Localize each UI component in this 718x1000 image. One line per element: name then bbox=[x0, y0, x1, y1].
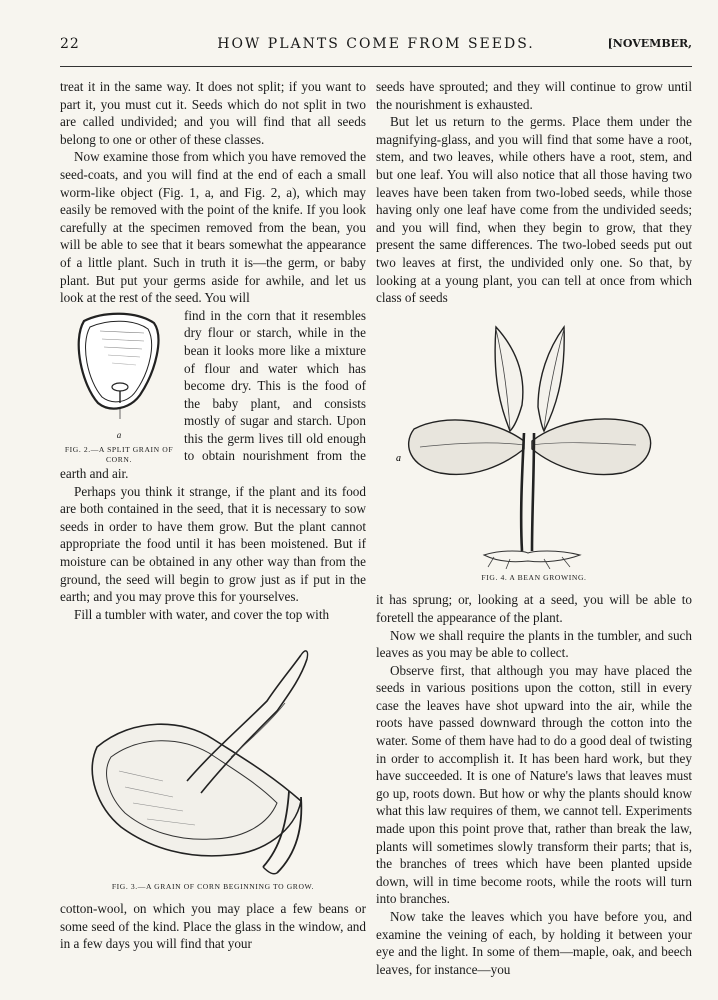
right-column bbox=[376, 78, 692, 978]
paragraph: seeds have sprouted; and they will continue to grow until the nourishment is exhausted. bbox=[376, 79, 692, 112]
paragraph: Observe first, that although you may have placed the seeds in various positions upon the cotton, still in every case the leaves have shot upward into the air, while the roots have passed downward through the cotton into the water. Some of them have had to do a good deal of twisting in order to accomplish it. It has been hard work, but they have succeeded. It is one of Nature's laws that leaves must go up, roots down. But how or why the plants should know what this law requires of them, we cannot tell. Experiments made upon this point prove that, rather than break the law, plants will sometimes slowly transform their parts; that is, the branches of trees which have been planted upside down, will in time become roots, while the roots will turn into branches. bbox=[376, 662, 692, 907]
figure-2-illustration bbox=[74, 309, 164, 427]
figure-2-label: a bbox=[116, 430, 122, 441]
paragraph bbox=[60, 148, 366, 306]
left-column bbox=[60, 78, 366, 953]
paragraph: Now take the leaves which you have before you, and examine the veining of each, by holding it between your eye and the light. In some of them—maple, oak, and beech leaves, for instance—you bbox=[376, 909, 692, 977]
figure-2 bbox=[60, 309, 178, 465]
figure-4-label: a bbox=[396, 452, 401, 464]
figure-4-illustration bbox=[384, 315, 684, 569]
figure-3-caption: FIG. 3.—A GRAIN OF CORN BEGINNING TO GROW. bbox=[111, 882, 315, 891]
paragraph-text: Now examine those from which you have removed the seed-coats, and you will find at the end of each a small worm-like object (Fig. 1, a, and Fig. 2, a), which may easily be removed with the point of the knife. If you look carefully at the specimen removed from the bean, you will be able to see that it bears somewhat the appearance of a little plant. Such in truth it is—the germ, or baby plant. But put your germs aside for awhile, and let us look at the rest of the seed. You will bbox=[60, 149, 366, 306]
page-number: 22 bbox=[60, 36, 80, 52]
paragraph: Now we shall require the plants in the tumbler, and such leaves as you may be able to collect. bbox=[376, 627, 692, 661]
header-rule bbox=[60, 66, 692, 67]
figure-3 bbox=[60, 631, 366, 892]
figure-4-caption: FIG. 4. A BEAN GROWING. bbox=[481, 573, 587, 583]
paragraph: But let us return to the germs. Place them under the magnifying-glass, and you will find that some have a root, stem, and two leaves, while others have a root, stem, and but one leaf. You will also notice that all those having two leaves have been taken from two-lobed seeds, while those having only one leaf have come from the undivided seeds; and you will find, when they begin to grow, that they present the same differences. The two-lobed seeds put out two leaves at first, the undivided only one. So that, by looking at a young plant, you can tell at once from which class of seeds bbox=[376, 114, 692, 306]
paragraph: Fill a tumbler with water, and cover the top with bbox=[74, 606, 330, 622]
paragraph: it has sprung; or, looking at a seed, you will be able to foretell the appearance of the plant. bbox=[376, 592, 692, 625]
figure-2-caption: FIG. 2.—A SPLIT GRAIN OF CORN. bbox=[64, 444, 174, 464]
running-title: HOW PLANTS COME FROM SEEDS. bbox=[217, 36, 535, 52]
figure-4 bbox=[376, 315, 692, 584]
paragraph: find in the corn that it resembles dry flour or starch, while in the bean it looks more like a mixture of flour and water which has become dry. This is the food of the baby plant, and consists mostly of sugar and starch. Upon this the germ lives till old enough to obtain nourishment from the earth and air. bbox=[60, 307, 366, 482]
running-header bbox=[60, 36, 692, 58]
paragraph: Perhaps you think it strange, if the plant and its food are both contained in the seed, that it is necessary to sow seeds in order to have them grow. But the plant cannot appropriate the food until it has been moistened. But if moisture can be obtained in any other way than from the ground, the seed will begin to grow just as if put in the earth; and you may prove this for yourselves. bbox=[60, 483, 366, 605]
paragraph: cotton-wool, on which you may place a few beans or some seed of the kind. Place the glass in the window, and in a few days you will find that your bbox=[60, 901, 366, 952]
paragraph: treat it in the same way. It does not split; if you want to part it, you must cut it. Seeds which do not split in two are called undivided; and you will find that all seeds belong to one or other of these classes. bbox=[60, 79, 366, 147]
figure-3-illustration bbox=[63, 631, 363, 877]
running-month: [NOVEMBER, bbox=[607, 37, 692, 50]
